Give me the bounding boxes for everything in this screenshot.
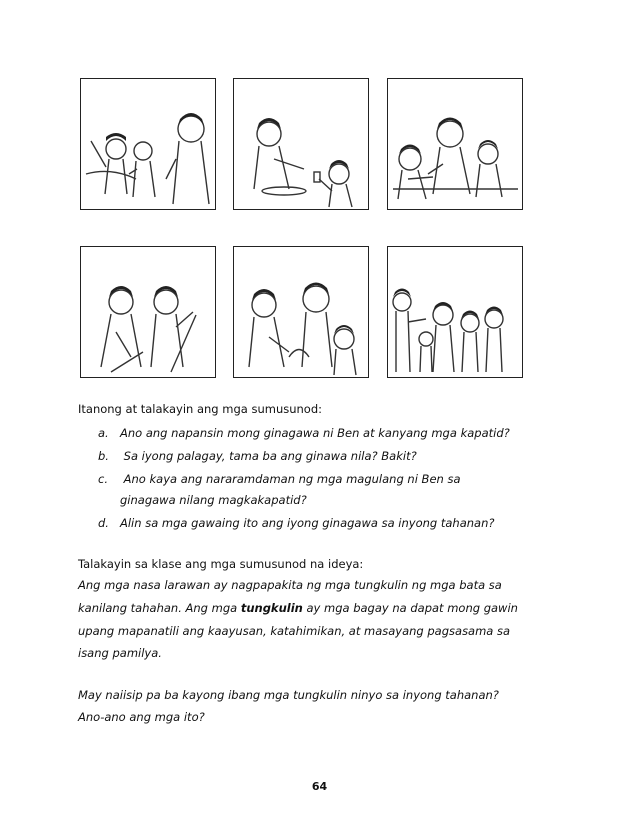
illustration-5 <box>233 246 369 378</box>
question-text: Sa iyong palagay, tama ba ang ginawa nila? Bakit? <box>120 449 417 463</box>
children-illustration-6 <box>388 247 522 377</box>
children-illustration-5 <box>234 247 368 377</box>
question-c-continuation: ginagawa nilang magkakapatid? <box>120 493 307 507</box>
discussion-line-1: Ang mga nasa larawan ay nagpapakita ng mga tungkulin ng mga bata sa <box>78 578 502 592</box>
discussion-line-2-end: ay mga bagay na dapat mong gawin <box>302 601 518 615</box>
discussion-line-4: isang pamilya. <box>78 646 162 660</box>
question-letter: a. <box>98 426 109 440</box>
question-letter: c. <box>98 472 108 486</box>
discussion-line-2-start: kanilang tahahan. Ang mga <box>78 601 241 615</box>
children-illustration-4 <box>81 247 215 377</box>
discussion-line-3: upang mapanatili ang kaayusan, katahimikan, at masayang pagsasama sa <box>78 624 511 638</box>
question-text: Ano kaya ang nararamdaman ng mga magulang ni Ben sa <box>120 472 461 486</box>
question-b <box>98 448 417 464</box>
illustration-1 <box>80 78 216 210</box>
instruction-text: Itanong at talakayin ang mga sumusunod: <box>78 402 323 416</box>
keyword-tungkulin: tungkulin <box>240 601 303 615</box>
children-illustration-2 <box>234 79 368 209</box>
illustration-4 <box>80 246 216 378</box>
illustration-6 <box>387 246 523 378</box>
question-d <box>98 515 494 531</box>
closing-line-2: Ano-ano ang mga ito? <box>78 710 205 724</box>
question-text: Ano ang napansin mong ginagawa ni Ben at kanyang mga kapatid? <box>120 426 510 440</box>
question-letter: d. <box>98 516 109 530</box>
page-number: 64 <box>311 780 328 793</box>
discussion-line-2 <box>78 600 518 616</box>
question-letter: b. <box>98 449 109 463</box>
illustration-2 <box>233 78 369 210</box>
question-c <box>98 471 461 487</box>
closing-line-1: May naiisip pa ba kayong ibang mga tungkulin ninyo sa inyong tahanan? <box>78 688 499 702</box>
discussion-heading: Talakayin sa klase ang mga sumusunod na ideya: <box>78 557 364 571</box>
children-illustration-3 <box>388 79 522 209</box>
question-a <box>98 425 510 441</box>
illustration-3 <box>387 78 523 210</box>
children-illustration-1 <box>81 79 215 209</box>
question-text: Alin sa mga gawaing ito ang iyong ginagawa sa inyong tahanan? <box>120 516 495 530</box>
